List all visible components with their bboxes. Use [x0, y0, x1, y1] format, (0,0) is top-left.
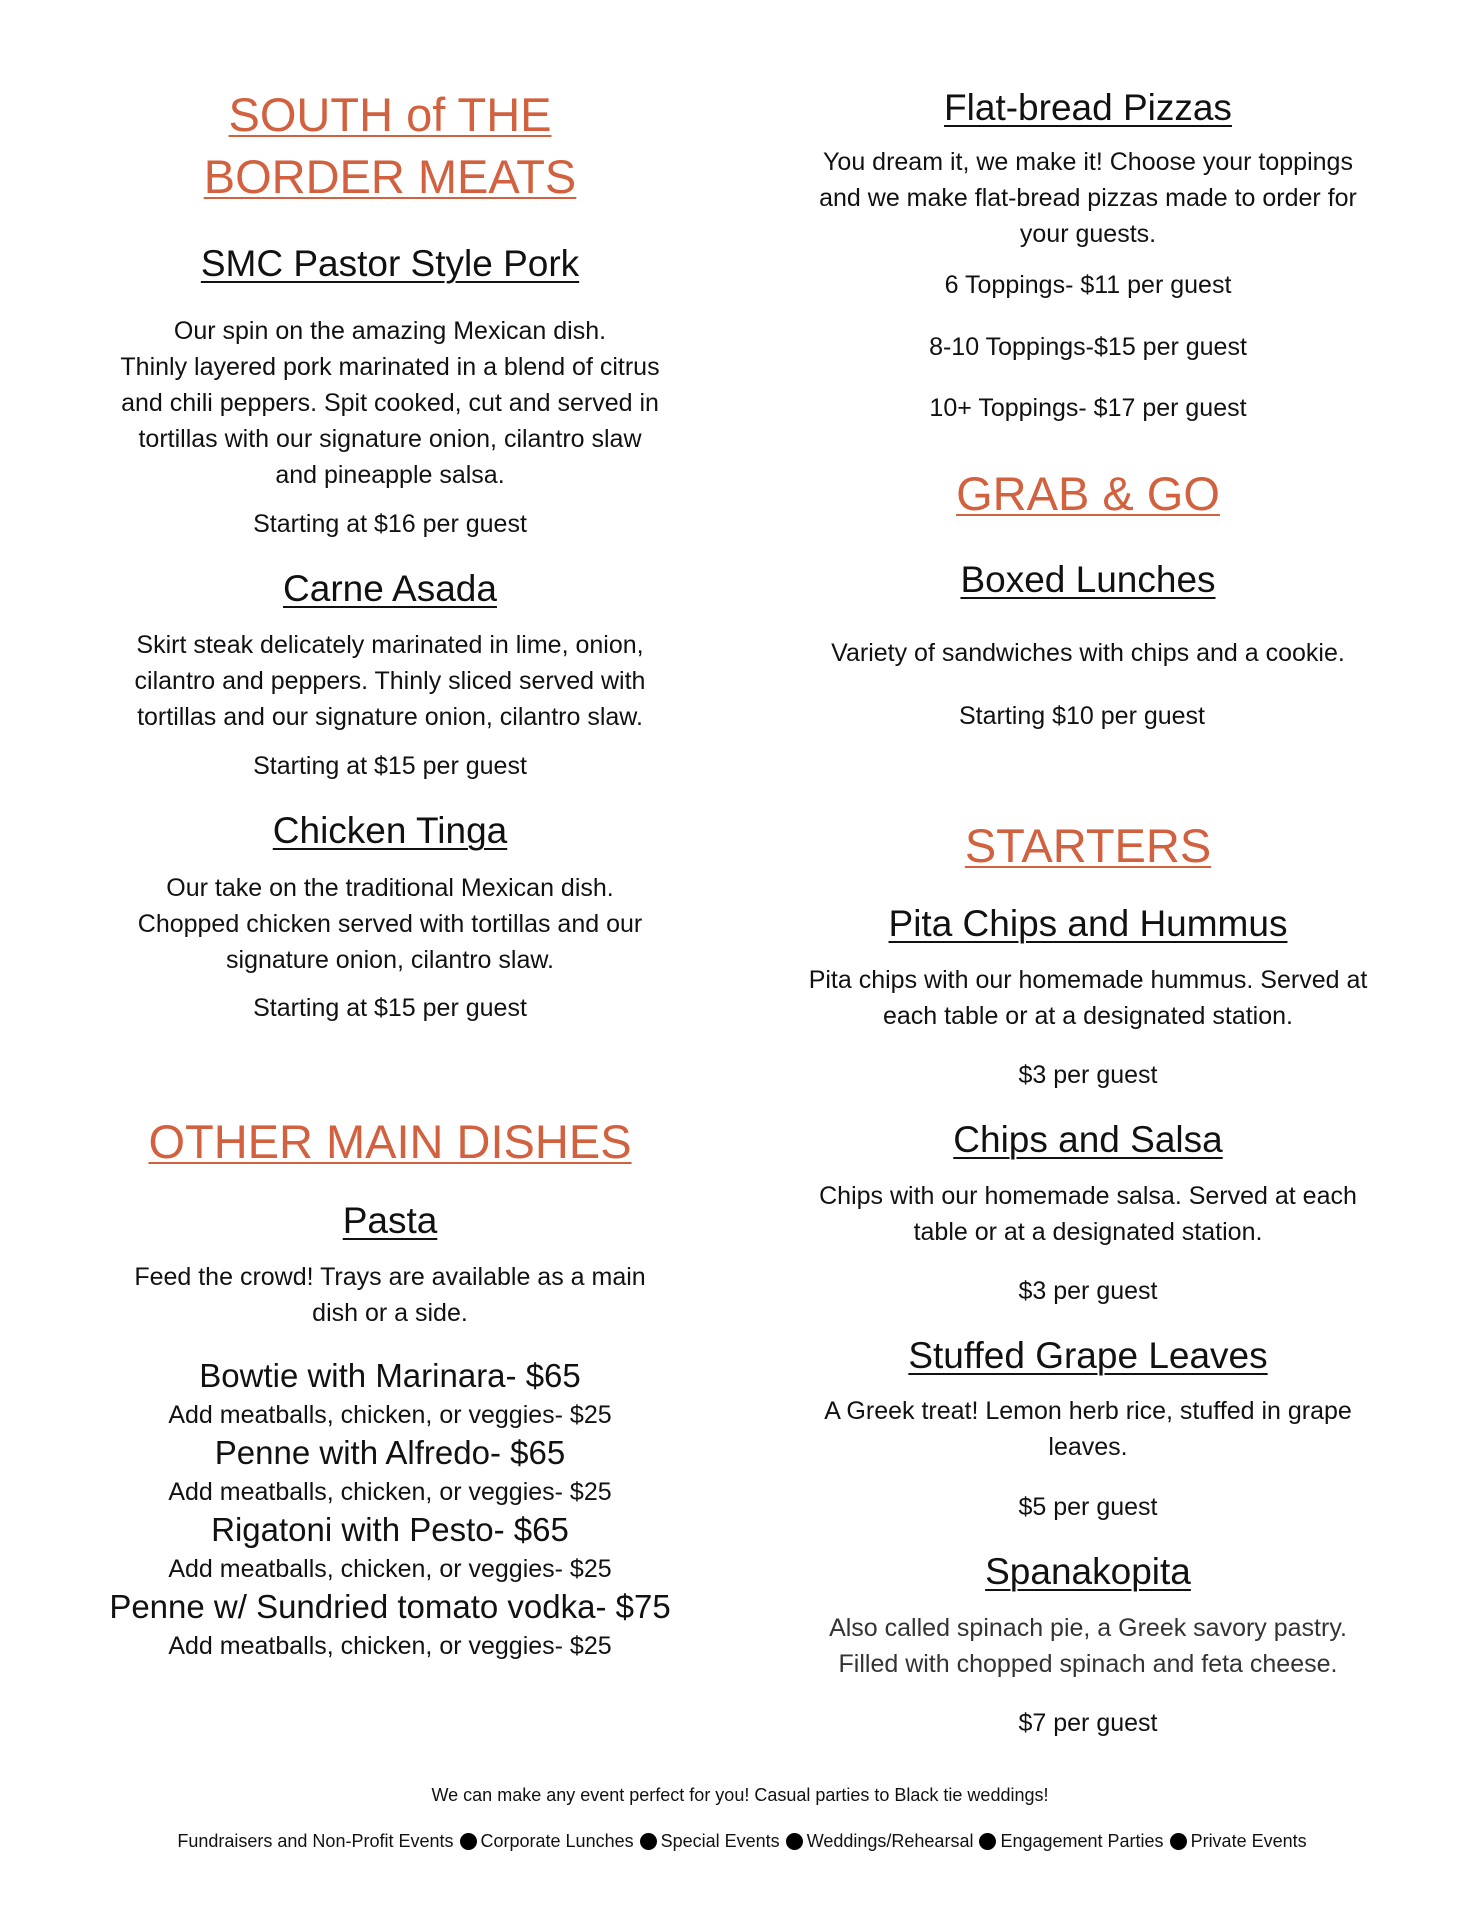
- flatbread-pizzas-title: Flat-bread Pizzas: [944, 87, 1232, 128]
- footer-tagline: We can make any event perfect for you! Casual parties to Black tie weddings!: [431, 1785, 1049, 1805]
- carne-asada-title: Carne Asada: [283, 568, 497, 609]
- chips-salsa-description: [768, 1178, 1408, 1250]
- event-type: Private Events: [1190, 1831, 1307, 1851]
- description-line: dish or a side.: [312, 1299, 468, 1327]
- boxed-lunches-description: Variety of sandwiches with chips and a cookie.: [831, 639, 1345, 667]
- description-line: Feed the crowd! Trays are available as a main: [134, 1263, 646, 1291]
- event-type: Fundraisers and Non-Profit Events: [177, 1831, 454, 1851]
- pasta-title: Pasta: [342, 1200, 438, 1241]
- pasta-option-name: Bowtie with Marinara- $65: [199, 1357, 581, 1394]
- starters-heading: STARTERS: [964, 819, 1212, 872]
- event-types-list: [40, 1828, 1444, 1854]
- stuffed-grape-leaves-description: [768, 1393, 1408, 1465]
- description-line: Our spin on the amazing Mexican dish.: [173, 317, 607, 345]
- pita-chips-hummus-description: [768, 962, 1408, 1034]
- bullet-dot-icon: [640, 1833, 657, 1850]
- description-line: Chopped chicken served with tortillas and our: [137, 910, 643, 938]
- pastor-pork-title: SMC Pastor Style Pork: [200, 243, 580, 284]
- description-line: tortillas with our signature onion, cilantro slaw: [138, 425, 642, 453]
- south-of-the-border-heading: [140, 84, 640, 208]
- description-line: A Greek treat! Lemon herb rice, stuffed in grape: [824, 1397, 1352, 1425]
- pasta-option-addon: Add meatballs, chicken, or veggies- $25: [168, 1555, 612, 1583]
- other-main-dishes-heading: OTHER MAIN DISHES: [148, 1115, 632, 1168]
- carne-asada-description: [70, 627, 710, 735]
- pasta-option-addon: Add meatballs, chicken, or veggies- $25: [168, 1401, 612, 1429]
- description-line: and pineapple salsa.: [275, 461, 505, 489]
- event-type: Special Events: [660, 1831, 780, 1851]
- heading-line: BORDER MEATS: [203, 150, 577, 203]
- grab-and-go-heading: GRAB & GO: [956, 467, 1220, 520]
- heading-line: SOUTH of THE: [228, 88, 552, 141]
- bullet-dot-icon: [1170, 1833, 1187, 1850]
- description-line: leaves.: [1048, 1433, 1128, 1461]
- chips-salsa-price: $3 per guest: [1018, 1277, 1158, 1305]
- spanakopita-price: $7 per guest: [1018, 1709, 1158, 1737]
- pasta-option-addon: Add meatballs, chicken, or veggies- $25: [168, 1632, 612, 1660]
- description-line: Thinly layered pork marinated in a blend of citrus: [120, 353, 660, 381]
- description-line: Also called spinach pie, a Greek savory pastry.: [829, 1614, 1347, 1642]
- spanakopita-description: [768, 1610, 1408, 1682]
- pizza-price-6-toppings: 6 Toppings- $11 per guest: [944, 271, 1232, 299]
- pita-chips-hummus-title: Pita Chips and Hummus: [888, 903, 1288, 944]
- pizza-price-8-10-toppings: 8-10 Toppings-$15 per guest: [929, 333, 1247, 361]
- description-line: Filled with chopped spinach and feta cheese.: [838, 1650, 1338, 1678]
- description-line: your guests.: [1019, 220, 1157, 248]
- event-type: Engagement Parties: [1000, 1831, 1164, 1851]
- boxed-lunches-title: Boxed Lunches: [960, 559, 1216, 600]
- description-line: Chips with our homemade salsa. Served at each: [819, 1182, 1357, 1210]
- carne-asada-price: Starting at $15 per guest: [253, 752, 527, 780]
- pita-chips-hummus-price: $3 per guest: [1018, 1061, 1158, 1089]
- chips-salsa-title: Chips and Salsa: [953, 1119, 1223, 1160]
- chicken-tinga-title: Chicken Tinga: [272, 810, 508, 851]
- description-line: You dream it, we make it! Choose your toppings: [823, 148, 1353, 176]
- pasta-option-name: Penne with Alfredo- $65: [214, 1434, 566, 1471]
- pasta-option-addon: Add meatballs, chicken, or veggies- $25: [168, 1478, 612, 1506]
- event-type: Weddings/Rehearsal: [806, 1831, 974, 1851]
- description-line: Our take on the traditional Mexican dish.: [166, 874, 614, 902]
- description-line: table or at a designated station.: [913, 1218, 1263, 1246]
- pizza-price-10-plus-toppings: 10+ Toppings- $17 per guest: [929, 394, 1247, 422]
- description-line: cilantro and peppers. Thinly sliced served with: [134, 667, 646, 695]
- pastor-pork-price: Starting at $16 per guest: [253, 510, 527, 538]
- pasta-option-name: Penne w/ Sundried tomato vodka- $75: [109, 1588, 671, 1625]
- stuffed-grape-leaves-title: Stuffed Grape Leaves: [908, 1335, 1268, 1376]
- spanakopita-title: Spanakopita: [985, 1551, 1191, 1592]
- bullet-dot-icon: [979, 1833, 996, 1850]
- chicken-tinga-price: Starting at $15 per guest: [253, 994, 527, 1022]
- description-line: signature onion, cilantro slaw.: [226, 946, 554, 974]
- pasta-description: [70, 1259, 710, 1331]
- stuffed-grape-leaves-price: $5 per guest: [1018, 1493, 1158, 1521]
- bullet-dot-icon: [460, 1833, 477, 1850]
- event-type: Corporate Lunches: [480, 1831, 634, 1851]
- description-line: Pita chips with our homemade hummus. Served at: [808, 966, 1368, 994]
- description-line: each table or at a designated station.: [882, 1002, 1293, 1030]
- description-line: and we make flat-bread pizzas made to order for: [819, 184, 1357, 212]
- bullet-dot-icon: [786, 1833, 803, 1850]
- description-line: Skirt steak delicately marinated in lime, onion,: [136, 631, 644, 659]
- boxed-lunches-price: Starting $10 per guest: [959, 702, 1205, 730]
- description-line: tortillas and our signature onion, cilantro slaw.: [137, 703, 643, 731]
- pasta-options-list: [50, 1354, 730, 1663]
- pastor-pork-description: [70, 313, 710, 493]
- chicken-tinga-description: [70, 870, 710, 978]
- description-line: and chili peppers. Spit cooked, cut and served in: [121, 389, 659, 417]
- flatbread-pizzas-description: [768, 144, 1408, 252]
- pasta-option-name: Rigatoni with Pesto- $65: [211, 1511, 569, 1548]
